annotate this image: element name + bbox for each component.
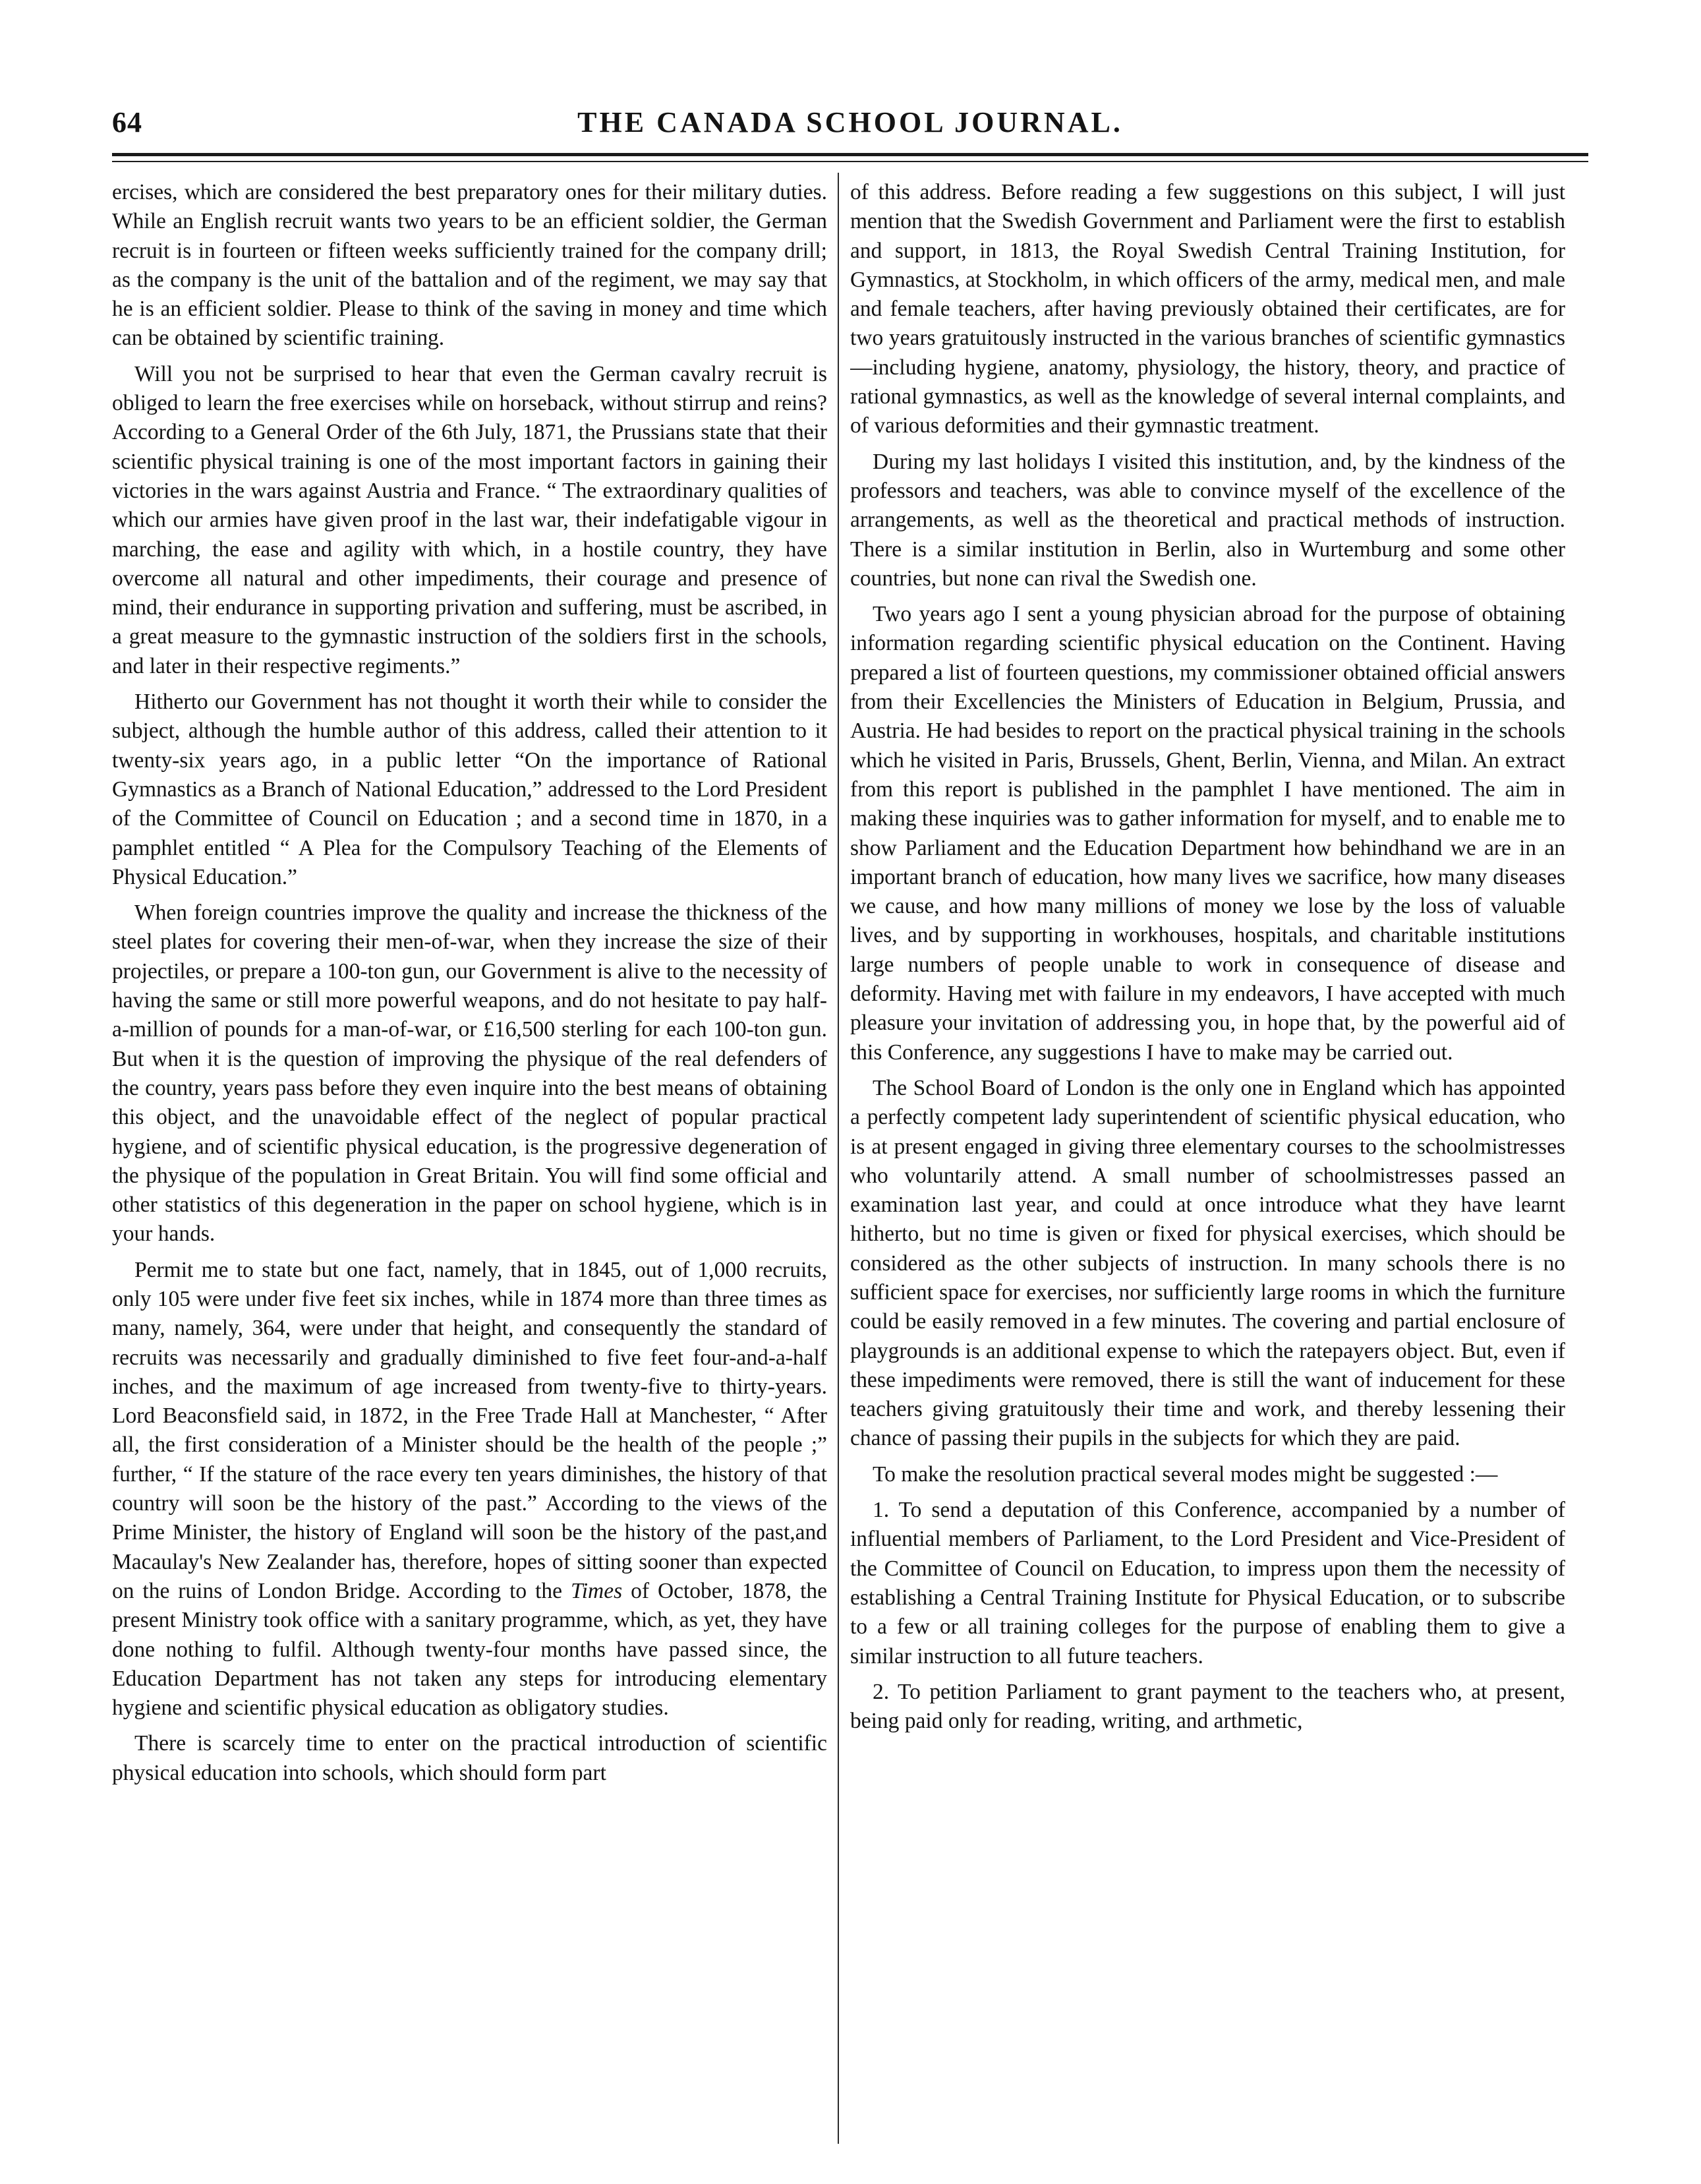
- left-column: [112, 178, 827, 2136]
- header-rule-thick: [112, 153, 1588, 156]
- numbered-suggestion-1: 1. To send a deputation of this Conference, accompanied by a number of influential members of Parliament, to the Lord President and Vice-President of the Committee of Council on Education, to impress upon them the necessity of establishing a Central Training Institute for Physical Education, or to subscribe to a few or all training colleges for the purpose of enabling them to give a similar instruction to all future teachers.: [850, 1498, 1565, 1668]
- paragraph: Hitherto our Government has not thought it worth their while to consider the subject, although the humble author of this address, called their attention to it twenty-six years ago, in a public letter “On the importance of Rational Gymnastics as a Branch of National Education,” addressed to the Lord President of the Committee of Council on Education ; and a second time in 1870, in a pamphlet entitled “ A Plea for the Compulsory Teaching of the Elements of Physical Education.”: [112, 690, 827, 889]
- page-header: [112, 105, 1588, 158]
- paragraph: [112, 1256, 827, 1723]
- paragraph: There is scarcely time to enter on the practical introduction of scientific physical education into schools, which should form part: [112, 1731, 827, 1785]
- header-rule-thin: [112, 161, 1588, 162]
- paragraph: When foreign countries improve the quality and increase the thickness of the steel plates for covering their men-of-war, when they increase the size of their projectiles, or prepare a 100-ton gun, our Government is alive to the necessity of having the same or still more powerful weapons, and do not hesitate to pay half-a-million of pounds for a man-of-war, or £16,500 sterling for each 100-ton gun. But when it is the question of improving the physique of the real defenders of the country, years pass before they even inquire into the best means of obtaining this object, and the unavoidable effect of the neglect of popular practical hygiene, and of scientific physical education, is the progressive degeneration of the physique of the population in Great Britain. You will find some official and other statistics of this degeneration in the paper on school hygiene, which is in your hands.: [112, 900, 827, 1247]
- paragraph: ercises, which are considered the best preparatory ones for their military duties. While an English recruit wants two years to be an efficient soldier, the German recruit is in fourteen or fifteen weeks sufficiently trained for the company drill; as the company is the unit of the battalion and of the regiment, we may say that he is an efficient soldier. Please to think of the saving in money and time which can be obtained by scientific training.: [112, 180, 827, 351]
- right-column: [850, 178, 1565, 2136]
- page-number: 64: [112, 106, 142, 138]
- paragraph: of this address. Before reading a few suggestions on this subject, I will just mention that the Swedish Government and Parliament were the first to establish and support, in 1813, the Royal Swedish Central Training Institution, for Gymnastics, at Stockholm, in which officers of the army, medical men, and male and female teachers, after having previously obtained their certificates, are for two years gratuitously instructed in the various branches of scientific gymnastics—including hygiene, anatomy, physiology, the history, theory, and practice of rational gymnastics, as well as the knowledge of several internal complaints, and of various deformities and their gymnastic treatment.: [850, 180, 1565, 438]
- paragraph: During my last holidays I visited this institution, and, by the kindness of the professors and teachers, was able to convince myself of the excellence of the arrangements, as well as the theoretical and practical methods of instruction. There is a similar institution in Berlin, also in Wurtemburg and some other countries, but none can rival the Swedish one.: [850, 449, 1565, 591]
- journal-title: THE CANADA SCHOOL JOURNAL.: [577, 106, 1123, 138]
- column-divider: [838, 173, 839, 2144]
- paragraph-text: Permit me to state but one fact, namely, that in 1845, out of 1,000 recruits, only 105 were under five feet six inches, while in 1874 more than three times as many, namely, 364, were under that height, and consequently the standard of recruits was necessarily and gradually diminished to five feet four-and-a-half inches, and the maximum of age increased from twenty-five to thirty-years. Lord Beaconsfield said, in 1872, in the Free Trade Hall at Manchester, “ After all, the first consideration of a Minister should be the health of the people ;” further, “ If the stature of the race every ten years diminishes, the history of that country will soon be the history of the past.” According to the views of the Prime Minister, the history of England will soon be the history of the past,and Macaulay's New Zealander has, therefore, hopes of sitting sooner than expected on the ruins of London Bridge. According to the: [112, 1257, 827, 1603]
- paragraph-text-continued: of October, 1878, the present Ministry took office with a sanitary programme, which, as yet, they have done nothing to fulfil. Although twenty-four months have passed since, the Education Department has not taken any steps for introducing elementary hygiene and scientific physical education as obligatory studies.: [112, 1578, 827, 1721]
- paragraph: The School Board of London is the only one in England which has appointed a perfectly competent lady superintendent of scientific physical education, who is at present engaged in giving three elementary courses to the schoolmistresses who voluntarily attend. A small number of schoolmistresses passed an examination last year, and could at once introduce what they have learnt hitherto, but no time is given or fixed for physical exercises, which should be considered as the other subjects of instruction. In many schools there is no sufficient space for exercises, nor sufficiently large rooms in which the furniture could be easily removed in a few minutes. The covering and partial enclosure of playgrounds is an additional expense to which the ratepayers object. But, even if these impediments were removed, there is still the want of inducement for these teachers giving gratuitously their time and work, and thereby lessening their chance of passing their pupils in the subjects for which they are paid.: [850, 1075, 1565, 1451]
- paragraph: Will you not be surprised to hear that even the German cavalry recruit is obliged to learn the free exercises while on horseback, without stirrup and reins? According to a General Order of the 6th July, 1871, the Prussians state that their scientific physical training is one of the most important factors in gaining their victories in the wars against Austria and France. “ The extraordinary qualities of which our armies have given proof in the last war, their indefatigable vigour in marching, the ease and agility with which, in a hostile country, they have overcome all natural and other impediments, their courage and presence of mind, their endurance in supporting privation and suffering, must be ascribed, in a great measure to the gymnastic instruction of the soldiers first in the schools, and later in their respective regiments.”: [112, 361, 827, 678]
- newspaper-title-times: Times: [570, 1578, 623, 1603]
- paragraph: Two years ago I sent a young physician abroad for the purpose of obtaining information regarding scientific physical education on the Continent. Having prepared a list of fourteen questions, my commissioner obtained official answers from their Excellencies the Ministers of Education in Belgium, Prussia, and Austria. He had besides to report on the practical physical training in the schools which he visited in Paris, Brussels, Ghent, Berlin, Vienna, and Milan. An extract from this report is published in the pamphlet I have mentioned. The aim in making these inquiries was to gather information for myself, and to enable me to show Parliament and the Education Department how behindhand we are in an important branch of education, how many lives we sacrifice, how many diseases we cause, and how many millions of money we lose by the loss of valuable lives, and by supporting in workhouses, hospitals, and charitable institutions large numbers of people unable to work in consequence of disease and deformity. Having met with failure in my endeavors, I have accepted with much pleasure your invitation of addressing you, in hope that, by the powerful aid of this Conference, any suggestions I have to make may be carried out.: [850, 602, 1565, 1065]
- paragraph: To make the resolution practical several modes might be suggested :—: [873, 1461, 1498, 1487]
- numbered-suggestion-2: 2. To petition Parliament to grant payment to the teachers who, at present, being paid only for reading, writing, and arthmetic,: [850, 1679, 1565, 1734]
